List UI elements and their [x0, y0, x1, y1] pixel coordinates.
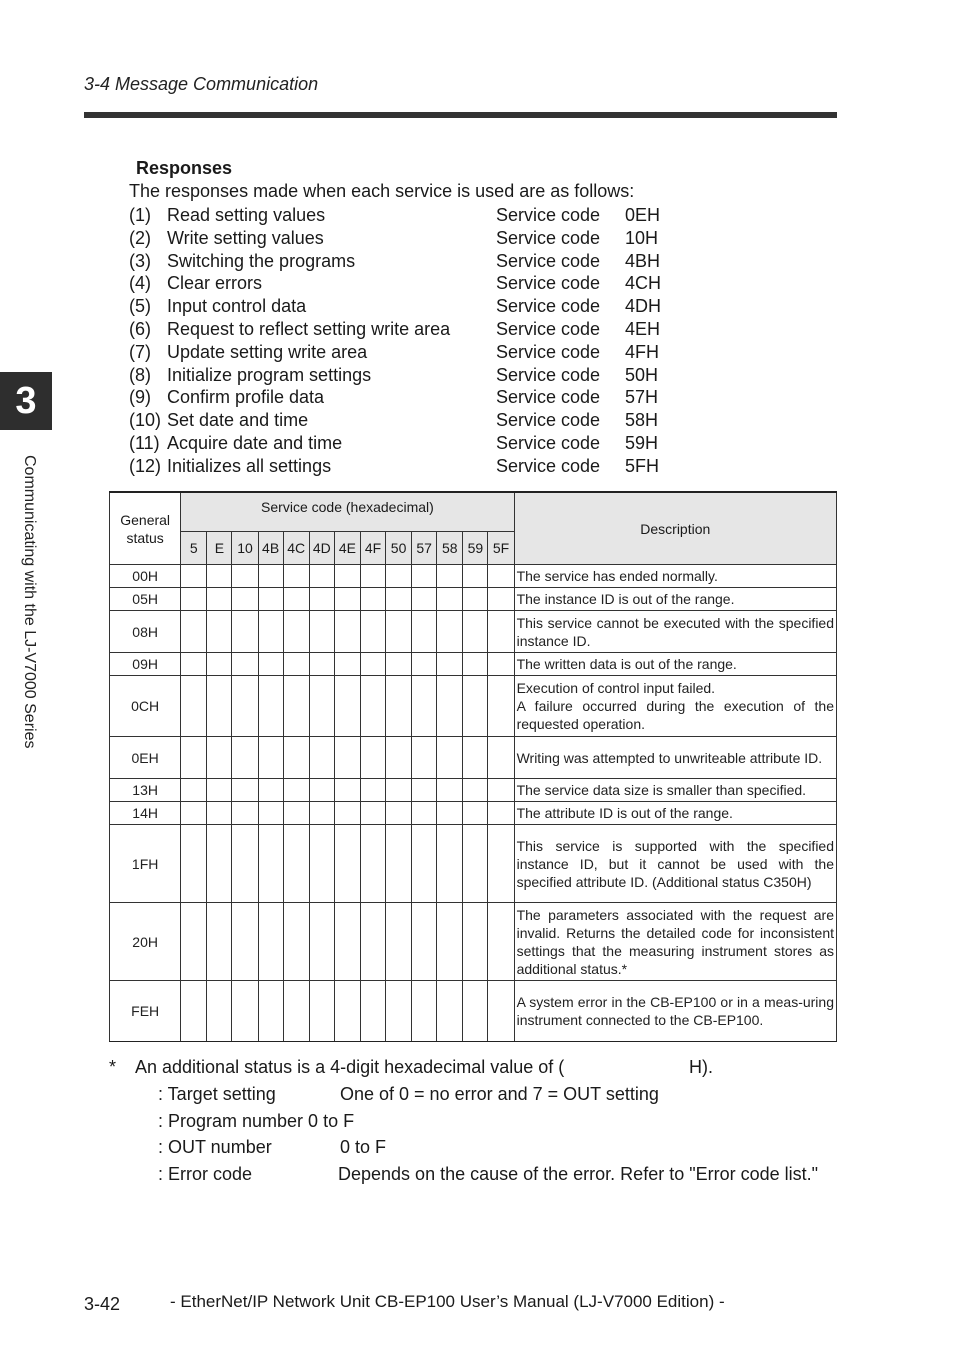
service-code-column-header: 4D	[309, 532, 334, 565]
service-mark-cell	[334, 825, 360, 903]
service-mark-cell	[412, 611, 437, 653]
service-mark-cell	[386, 565, 412, 588]
footnote-item-value: One of 0 = no error and 7 = OUT setting	[340, 1084, 659, 1104]
service-name: Switching the programs	[167, 250, 356, 271]
status-description-text: The written data is out of the range.	[516, 656, 737, 672]
service-number: (11)	[129, 432, 160, 453]
service-number: (6)	[129, 318, 151, 339]
service-code-label: Service code	[496, 410, 601, 431]
table-row	[110, 676, 837, 737]
service-mark-cell	[283, 611, 309, 653]
status-description	[514, 802, 836, 825]
service-code: 4BH	[625, 250, 661, 271]
status-description-text: This service cannot be executed with the specified instance ID.	[516, 614, 834, 649]
service-name: Request to reflect setting write area	[167, 318, 451, 339]
service-mark-cell	[309, 565, 334, 588]
status-description-text: The attribute ID is out of the range.	[516, 805, 733, 821]
status-description	[514, 565, 836, 588]
service-mark-cell	[283, 903, 309, 981]
service-code: 57H	[625, 387, 659, 408]
service-mark-cell	[334, 802, 360, 825]
service-mark-cell	[258, 802, 283, 825]
service-mark-cell	[232, 588, 258, 611]
service-mark-cell	[463, 611, 488, 653]
table-row	[110, 981, 837, 1042]
status-description	[514, 676, 836, 737]
status-description-text: A failure occurred during the execution of the requested operation.	[516, 698, 834, 732]
general-status-code: FEH	[110, 981, 181, 1042]
service-code-column-header: 59	[463, 532, 488, 565]
status-description	[514, 611, 836, 653]
service-mark-cell	[463, 565, 488, 588]
service-name: Input control data	[167, 296, 307, 317]
service-mark-cell	[232, 779, 258, 802]
service-mark-cell	[309, 981, 334, 1042]
service-mark-cell	[283, 825, 309, 903]
status-description	[514, 737, 836, 779]
service-code-column-header: 50	[386, 532, 412, 565]
service-mark-cell	[334, 588, 360, 611]
service-code-label: Service code	[496, 250, 601, 271]
service-mark-cell	[258, 737, 283, 779]
service-mark-cell	[488, 653, 514, 676]
service-mark-cell	[207, 653, 232, 676]
service-code: 5FH	[625, 455, 660, 476]
service-code-label: Service code	[496, 318, 601, 339]
service-code-header: Service code (hexadecimal)	[181, 492, 514, 532]
service-mark-cell	[463, 588, 488, 611]
general-status-table	[109, 491, 837, 1042]
table-row	[110, 588, 837, 611]
service-mark-cell	[386, 611, 412, 653]
service-mark-cell	[207, 565, 232, 588]
service-code: 4FH	[625, 341, 660, 362]
service-mark-cell	[437, 981, 463, 1042]
service-mark-cell	[386, 825, 412, 903]
general-status-code: 08H	[110, 611, 181, 653]
service-list	[129, 204, 689, 478]
service-mark-cell	[258, 565, 283, 588]
general-status-code: 0CH	[110, 676, 181, 737]
service-mark-cell	[207, 588, 232, 611]
service-mark-cell	[309, 653, 334, 676]
table-row	[110, 611, 837, 653]
service-code-label: Service code	[496, 387, 601, 408]
service-mark-cell	[360, 611, 385, 653]
service-mark-cell	[463, 825, 488, 903]
service-mark-cell	[412, 825, 437, 903]
service-number: (4)	[129, 273, 151, 294]
service-mark-cell	[437, 653, 463, 676]
service-mark-cell	[309, 737, 334, 779]
service-mark-cell	[207, 981, 232, 1042]
service-name: Write setting values	[167, 227, 324, 248]
service-mark-cell	[181, 588, 207, 611]
service-mark-cell	[309, 676, 334, 737]
section-title: 3-4 Message Communication	[84, 74, 319, 94]
service-mark-cell	[488, 588, 514, 611]
status-description-text: Execution of control input failed.	[516, 680, 716, 696]
service-mark-cell	[334, 653, 360, 676]
status-description	[514, 903, 836, 981]
service-mark-cell	[232, 611, 258, 653]
footnote-main-prefix: An additional status is a 4-digit hexadecimal value of (	[135, 1057, 565, 1077]
service-mark-cell	[360, 825, 385, 903]
table-row	[110, 653, 837, 676]
general-status-code: 0EH	[110, 737, 181, 779]
service-code-column-header: 4B	[258, 532, 283, 565]
service-mark-cell	[232, 981, 258, 1042]
service-mark-cell	[437, 802, 463, 825]
service-mark-cell	[437, 588, 463, 611]
service-mark-cell	[309, 588, 334, 611]
service-number: (8)	[129, 364, 151, 385]
service-code-column-header: 5	[181, 532, 207, 565]
footnote-item-label: : OUT number	[158, 1137, 272, 1157]
service-mark-cell	[309, 611, 334, 653]
status-description	[514, 825, 836, 903]
service-mark-cell	[360, 565, 385, 588]
footnote-item-value: Depends on the cause of the error. Refer to "Error code list."	[338, 1164, 819, 1184]
status-description-text: The service data size is smaller than specified.	[516, 782, 807, 798]
service-number: (10)	[129, 410, 162, 431]
service-mark-cell	[488, 802, 514, 825]
service-number: (3)	[129, 250, 151, 271]
service-mark-cell	[283, 676, 309, 737]
service-mark-cell	[386, 779, 412, 802]
service-code: 10H	[625, 227, 659, 248]
service-list-item	[129, 227, 689, 250]
service-mark-cell	[360, 676, 385, 737]
service-list-item	[129, 432, 689, 455]
service-mark-cell	[360, 981, 385, 1042]
footnote-item-label: : Error code	[158, 1164, 253, 1184]
service-mark-cell	[232, 676, 258, 737]
service-mark-cell	[463, 676, 488, 737]
service-mark-cell	[181, 565, 207, 588]
service-mark-cell	[386, 676, 412, 737]
service-code: 50H	[625, 364, 659, 385]
service-list-item	[129, 250, 689, 273]
service-mark-cell	[386, 981, 412, 1042]
service-name: Read setting values	[167, 205, 326, 225]
service-mark-cell	[232, 903, 258, 981]
status-description-text: Writing was attempted to unwriteable attribute ID.	[516, 749, 823, 766]
status-description	[514, 779, 836, 802]
service-code-column-header: E	[207, 532, 232, 565]
service-number: (2)	[129, 227, 151, 248]
manual-title: - EtherNet/IP Network Unit CB-EP100 User’s Manual (LJ-V7000 Edition) -	[170, 1292, 725, 1311]
service-mark-cell	[258, 779, 283, 802]
service-code-label: Service code	[496, 432, 601, 453]
service-mark-cell	[334, 903, 360, 981]
general-status-header-line2: status	[126, 529, 164, 546]
service-mark-cell	[283, 565, 309, 588]
service-mark-cell	[412, 565, 437, 588]
service-mark-cell	[386, 737, 412, 779]
service-code-label: Service code	[496, 455, 601, 476]
service-name: Set date and time	[167, 410, 309, 431]
service-mark-cell	[488, 903, 514, 981]
service-mark-cell	[207, 676, 232, 737]
service-number: (7)	[129, 341, 151, 362]
service-number: (5)	[129, 296, 151, 317]
footnote-star: *	[109, 1057, 117, 1077]
general-status-code: 09H	[110, 653, 181, 676]
service-code-label: Service code	[496, 273, 601, 294]
service-mark-cell	[181, 802, 207, 825]
service-code-column-header: 10	[232, 532, 258, 565]
service-mark-cell	[437, 611, 463, 653]
table-row	[110, 903, 837, 981]
service-mark-cell	[283, 981, 309, 1042]
service-number: (1)	[129, 205, 151, 225]
responses-heading: Responses	[136, 158, 233, 178]
header-rule	[84, 112, 837, 118]
service-mark-cell	[181, 676, 207, 737]
service-mark-cell	[309, 903, 334, 981]
service-mark-cell	[437, 825, 463, 903]
footnote-item-label: : Program number 0 to F	[158, 1111, 355, 1131]
service-code-label: Service code	[496, 227, 601, 248]
service-mark-cell	[207, 825, 232, 903]
service-code-label: Service code	[496, 364, 601, 385]
service-name: Initializes all settings	[167, 455, 332, 476]
service-mark-cell	[360, 588, 385, 611]
service-mark-cell	[181, 611, 207, 653]
service-mark-cell	[437, 903, 463, 981]
general-status-code: 14H	[110, 802, 181, 825]
service-mark-cell	[258, 653, 283, 676]
footnote-main-suffix: H).	[689, 1057, 713, 1077]
service-mark-cell	[488, 676, 514, 737]
service-mark-cell	[437, 565, 463, 588]
service-mark-cell	[334, 779, 360, 802]
service-mark-cell	[334, 611, 360, 653]
service-mark-cell	[232, 802, 258, 825]
description-header: Description	[514, 492, 836, 565]
service-list-item	[129, 204, 689, 227]
service-mark-cell	[412, 903, 437, 981]
service-mark-cell	[412, 802, 437, 825]
service-mark-cell	[437, 676, 463, 737]
service-list-item	[129, 318, 689, 341]
service-mark-cell	[463, 802, 488, 825]
service-mark-cell	[181, 653, 207, 676]
service-code-column-header: 5F	[488, 532, 514, 565]
service-number: (12)	[129, 455, 162, 476]
service-mark-cell	[488, 825, 514, 903]
service-mark-cell	[360, 903, 385, 981]
service-mark-cell	[283, 653, 309, 676]
service-mark-cell	[412, 588, 437, 611]
service-code: 58H	[625, 410, 659, 431]
service-code-column-header: 57	[412, 532, 437, 565]
footnote-item-value: 0 to F	[340, 1137, 387, 1157]
service-mark-cell	[283, 802, 309, 825]
status-description	[514, 981, 836, 1042]
service-mark-cell	[283, 779, 309, 802]
service-mark-cell	[258, 981, 283, 1042]
service-code-label: Service code	[496, 205, 601, 225]
service-code: 4CH	[625, 273, 662, 294]
service-mark-cell	[309, 825, 334, 903]
service-mark-cell	[232, 653, 258, 676]
service-mark-cell	[463, 737, 488, 779]
service-mark-cell	[412, 653, 437, 676]
service-code-column-header: 58	[437, 532, 463, 565]
service-mark-cell	[412, 676, 437, 737]
responses-intro: The responses made when each service is used are as follows:	[129, 181, 635, 201]
service-mark-cell	[232, 737, 258, 779]
service-name: Clear errors	[167, 273, 263, 294]
service-mark-cell	[181, 903, 207, 981]
service-list-item	[129, 386, 689, 409]
service-code-column-header: 4F	[360, 532, 385, 565]
service-name: Acquire date and time	[167, 432, 343, 453]
service-number: (9)	[129, 387, 151, 408]
status-description-text: A system error in the CB-EP100 or in a meas-uring instrument connected to the CB-EP100.	[516, 994, 834, 1028]
service-mark-cell	[334, 737, 360, 779]
service-mark-cell	[360, 737, 385, 779]
service-mark-cell	[386, 588, 412, 611]
general-status-code: 00H	[110, 565, 181, 588]
status-description	[514, 588, 836, 611]
general-status-code: 13H	[110, 779, 181, 802]
service-mark-cell	[309, 802, 334, 825]
service-mark-cell	[463, 903, 488, 981]
general-status-code: 20H	[110, 903, 181, 981]
service-mark-cell	[258, 676, 283, 737]
service-list-item	[129, 409, 689, 432]
service-mark-cell	[181, 737, 207, 779]
service-mark-cell	[232, 565, 258, 588]
service-mark-cell	[437, 779, 463, 802]
service-mark-cell	[334, 676, 360, 737]
service-mark-cell	[283, 737, 309, 779]
page-number: 3-42	[84, 1294, 121, 1314]
service-list-item	[129, 295, 689, 318]
service-mark-cell	[207, 779, 232, 802]
service-mark-cell	[386, 903, 412, 981]
service-mark-cell	[360, 779, 385, 802]
service-code: 4EH	[625, 318, 661, 339]
service-list-item	[129, 341, 689, 364]
table-row	[110, 779, 837, 802]
service-mark-cell	[386, 802, 412, 825]
service-mark-cell	[360, 802, 385, 825]
service-mark-cell	[181, 779, 207, 802]
service-mark-cell	[207, 611, 232, 653]
service-mark-cell	[181, 825, 207, 903]
service-mark-cell	[386, 653, 412, 676]
service-mark-cell	[207, 903, 232, 981]
status-description-text: The parameters associated with the request are invalid. Returns the detailed code for inconsistent settings that the measuring instrument stores as additional status.*	[516, 906, 834, 977]
service-name: Initialize program settings	[167, 364, 372, 385]
table-row	[110, 565, 837, 588]
service-mark-cell	[437, 737, 463, 779]
service-code: 4DH	[625, 296, 662, 317]
service-list-item	[129, 272, 689, 295]
service-code-label: Service code	[496, 341, 601, 362]
service-mark-cell	[258, 611, 283, 653]
service-mark-cell	[207, 737, 232, 779]
service-mark-cell	[488, 779, 514, 802]
service-name: Update setting write area	[167, 341, 368, 362]
service-mark-cell	[412, 779, 437, 802]
service-mark-cell	[334, 981, 360, 1042]
service-mark-cell	[360, 653, 385, 676]
status-description	[514, 653, 836, 676]
service-mark-cell	[412, 737, 437, 779]
service-list-item	[129, 364, 689, 387]
service-mark-cell	[488, 611, 514, 653]
service-mark-cell	[283, 588, 309, 611]
service-mark-cell	[488, 737, 514, 779]
chapter-tab: 3	[0, 372, 52, 430]
status-description-text: The service has ended normally.	[516, 568, 718, 584]
service-mark-cell	[488, 981, 514, 1042]
table-row	[110, 802, 837, 825]
service-mark-cell	[463, 981, 488, 1042]
service-mark-cell	[181, 981, 207, 1042]
service-mark-cell	[463, 653, 488, 676]
service-code-label: Service code	[496, 296, 601, 317]
service-mark-cell	[232, 825, 258, 903]
service-mark-cell	[463, 779, 488, 802]
service-name: Confirm profile data	[167, 387, 325, 408]
service-mark-cell	[258, 825, 283, 903]
footnote-item-label: : Target setting	[158, 1084, 276, 1104]
status-description-text: The instance ID is out of the range.	[516, 591, 735, 607]
service-mark-cell	[207, 802, 232, 825]
general-status-code: 1FH	[110, 825, 181, 903]
service-mark-cell	[258, 588, 283, 611]
general-status-header	[110, 492, 181, 565]
service-list-item	[129, 455, 689, 478]
chapter-side-label: Communicating with the LJ-V7000 Series	[21, 455, 38, 749]
service-mark-cell	[309, 779, 334, 802]
table-row	[110, 737, 837, 779]
service-mark-cell	[258, 903, 283, 981]
service-mark-cell	[334, 565, 360, 588]
service-code: 59H	[625, 432, 659, 453]
table-row	[110, 825, 837, 903]
service-code-column-header: 4E	[334, 532, 360, 565]
service-code-column-header: 4C	[283, 532, 309, 565]
status-description-text: This service is supported with the specified instance ID, but it cannot be used with the specified attribute ID. (Additional status C350H)	[516, 837, 834, 890]
general-status-header-line1: General	[120, 511, 171, 528]
service-code: 0EH	[625, 205, 661, 225]
general-status-code: 05H	[110, 588, 181, 611]
service-mark-cell	[488, 565, 514, 588]
service-mark-cell	[412, 981, 437, 1042]
